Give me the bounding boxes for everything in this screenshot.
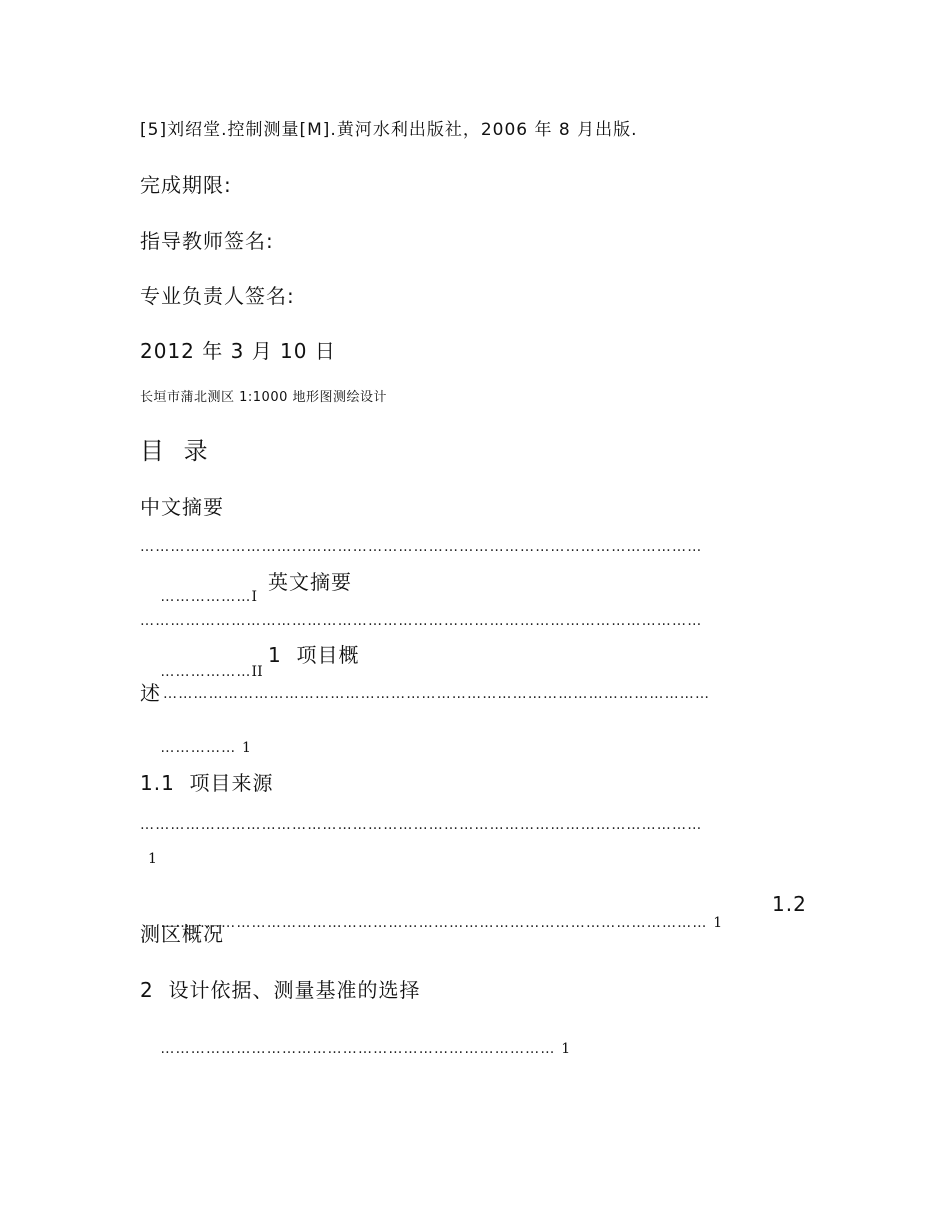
toc-leader-dots: ……………… bbox=[160, 664, 252, 680]
toc-entry-zh-abstract: 中文摘要 bbox=[140, 495, 224, 519]
toc-entry-chapter-1: 1 项目概 bbox=[268, 643, 360, 667]
running-title: 长垣市蒲北测区 1:1000 地形图测绘设计 bbox=[140, 390, 387, 405]
toc-leader-dots: ………………………………………………………………………………………………… bbox=[140, 613, 703, 629]
toc-leader-dots: …………… bbox=[160, 740, 242, 756]
toc-leader-dots: ………………………………………………………………………………………………… bbox=[140, 817, 703, 833]
toc-leader-dots: ……………………………………………………………………………………………… bbox=[160, 915, 714, 931]
toc-line bbox=[140, 723, 251, 771]
toc-leader-dots: ……………… bbox=[160, 589, 252, 605]
toc-entry-chapter-1-continued: 述 bbox=[140, 681, 161, 705]
toc-heading: 目 录 bbox=[140, 437, 214, 465]
toc-page-number: 1 bbox=[561, 1041, 571, 1057]
toc-leader-dots: ………………………………………………………………………………………………… bbox=[140, 539, 703, 555]
toc-entry-chapter-2: 2 设计依据、测量基准的选择 bbox=[140, 978, 421, 1002]
toc-page-number: 1 bbox=[713, 915, 723, 931]
toc-page-number: II bbox=[251, 664, 263, 680]
toc-entry-en-abstract: 英文摘要 bbox=[268, 570, 352, 594]
toc-page-number: 1 bbox=[242, 740, 251, 756]
toc-leader-dots: …………………………………………………………………… bbox=[160, 1041, 562, 1057]
toc-page-number: I bbox=[251, 589, 258, 605]
toc-entry-section-1-2: 测区概况 bbox=[140, 922, 224, 946]
toc-page-number: 1 bbox=[148, 851, 157, 867]
advisor-signature-label: 指导教师签名: bbox=[140, 229, 274, 253]
document-date: 2012 年 3 月 10 日 bbox=[140, 339, 336, 363]
toc-entry-section-1-1: 1.1 项目来源 bbox=[140, 771, 274, 795]
toc-line bbox=[140, 898, 722, 946]
director-signature-label: 专业负责人签名: bbox=[140, 284, 295, 308]
toc-leader-dots: ……………………………………………………………………………………………… bbox=[163, 686, 711, 702]
reference-entry: [5]刘绍堂.控制测量[M].黄河水利出版社，2006 年 8 月出版. bbox=[140, 120, 638, 140]
toc-line bbox=[140, 1024, 570, 1072]
completion-deadline-label: 完成期限: bbox=[140, 173, 232, 197]
toc-entry-section-1-2-number: 1.2 bbox=[772, 892, 807, 916]
